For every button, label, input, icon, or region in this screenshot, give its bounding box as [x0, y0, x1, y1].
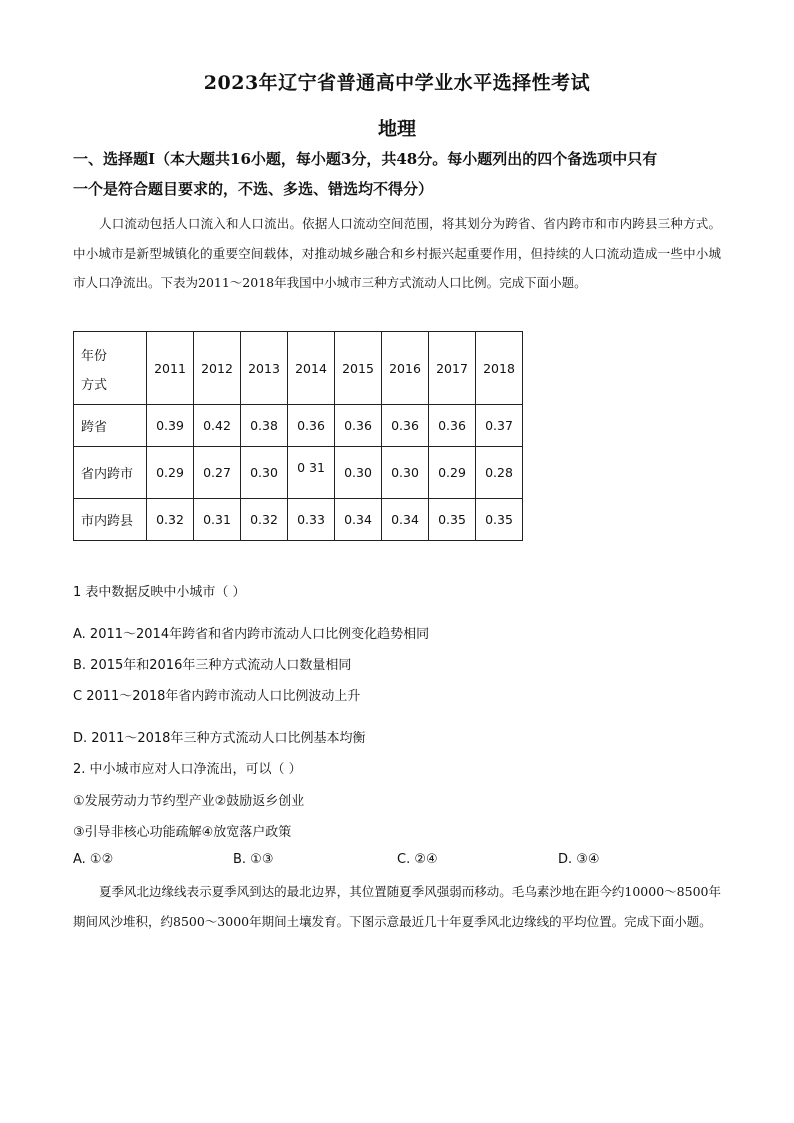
- value-cell: 0 31: [288, 447, 335, 499]
- year-cell: 2018: [476, 332, 523, 405]
- passage-1: 人口流动包括人口流入和人口流出。依据人口流动空间范围，将其划分为跨省、省内跨市和市内跨县三种方式。中小城市是新型城镇化的重要空间载体，对推动城乡融合和乡村振兴起重要作用，但持续的人口流动造成一些中小城市人口净流出。下表为2011～2018年我国中小城市三种方式流动人口比例。完成下面小题。: [73, 216, 721, 290]
- question-2-option-c: C. ②④: [397, 852, 438, 867]
- year-cell: 2017: [429, 332, 476, 405]
- subject-title: 地理: [377, 118, 416, 140]
- row-label: 跨省: [74, 405, 147, 447]
- table-row: [74, 447, 523, 499]
- question-2-option-b: B. ①③: [233, 852, 274, 867]
- value-cell: 0.42: [194, 405, 241, 447]
- value-cell: 0.30: [241, 447, 288, 499]
- year-cell: 2014: [288, 332, 335, 405]
- year-cell: 2011: [147, 332, 194, 405]
- question-1-option-d: D. 2011～2018年三种方式流动人口比例基本均衡: [73, 731, 366, 746]
- value-cell: 0.29: [147, 447, 194, 499]
- value-cell: 0.37: [476, 405, 523, 447]
- value-cell: 0.30: [335, 447, 382, 499]
- section-heading-line2: 一个是符合题目要求的，不选、多选、错选均不得分）: [73, 180, 434, 198]
- value-cell: 0.35: [476, 499, 523, 541]
- exam-title: 2023年辽宁省普通高中学业水平选择性考试: [203, 72, 591, 94]
- table-corner-cell: [74, 332, 147, 405]
- value-cell: 0.32: [241, 499, 288, 541]
- value-cell: 0.36: [288, 405, 335, 447]
- value-cell: 0.36: [382, 405, 429, 447]
- table-row: [74, 405, 523, 447]
- table-header-row: [74, 332, 523, 405]
- value-cell: 0.28: [476, 447, 523, 499]
- question-1-stem: 1 表中数据反映中小城市（ ）: [73, 585, 246, 600]
- section-heading-line1: 一、选择题Ⅰ（本大题共16小题，每小题3分，共48分。每小题列出的四个备选项中只有: [73, 150, 658, 168]
- question-2-option-d: D. ③④: [558, 852, 600, 867]
- value-cell: 0.33: [288, 499, 335, 541]
- question-2-stem: 2. 中小城市应对人口净流出，可以（ ）: [73, 762, 302, 777]
- value-cell: 0.36: [335, 405, 382, 447]
- year-cell: 2013: [241, 332, 288, 405]
- year-cell: 2016: [382, 332, 429, 405]
- year-cell: 2012: [194, 332, 241, 405]
- question-2-option-a: A. ①②: [73, 852, 114, 867]
- table-row: [74, 499, 523, 541]
- value-cell: 0.36: [429, 405, 476, 447]
- question-2-statements-line1: ①发展劳动力节约型产业②鼓励返乡创业: [73, 794, 305, 809]
- question-1-option-a: A. 2011～2014年跨省和省内跨市流动人口比例变化趋势相同: [73, 627, 430, 642]
- question-1-option-b: B. 2015年和2016年三种方式流动人口数量相同: [73, 658, 352, 673]
- year-cell: 2015: [335, 332, 382, 405]
- value-cell: 0.32: [147, 499, 194, 541]
- passage-2: 夏季风北边缘线表示夏季风到达的最北边界，其位置随夏季风强弱而移动。毛乌素沙地在距今约10000～8500年期间风沙堆积，约8500～3000年期间土壤发育。下图示意最近几十年夏季风北边缘线的平均位置。完成下面小题。: [73, 884, 721, 929]
- question-2-statements-line2: ③引导非核心功能疏解④放宽落户政策: [73, 825, 292, 840]
- value-cell: 0.29: [429, 447, 476, 499]
- value-cell: 0.39: [147, 405, 194, 447]
- value-cell: 0.34: [382, 499, 429, 541]
- value-cell: 0.34: [335, 499, 382, 541]
- header-mode-label: 方式: [81, 378, 108, 393]
- migration-table: [73, 331, 523, 541]
- header-year-label: 年份: [81, 349, 108, 364]
- value-cell: 0.31: [194, 499, 241, 541]
- value-cell: 0.30: [382, 447, 429, 499]
- row-label: 省内跨市: [74, 447, 147, 499]
- value-cell: 0.35: [429, 499, 476, 541]
- row-label: 市内跨县: [74, 499, 147, 541]
- value-cell: 0.27: [194, 447, 241, 499]
- value-cell: 0.38: [241, 405, 288, 447]
- question-1-option-c: C 2011～2018年省内跨市流动人口比例波动上升: [73, 689, 361, 704]
